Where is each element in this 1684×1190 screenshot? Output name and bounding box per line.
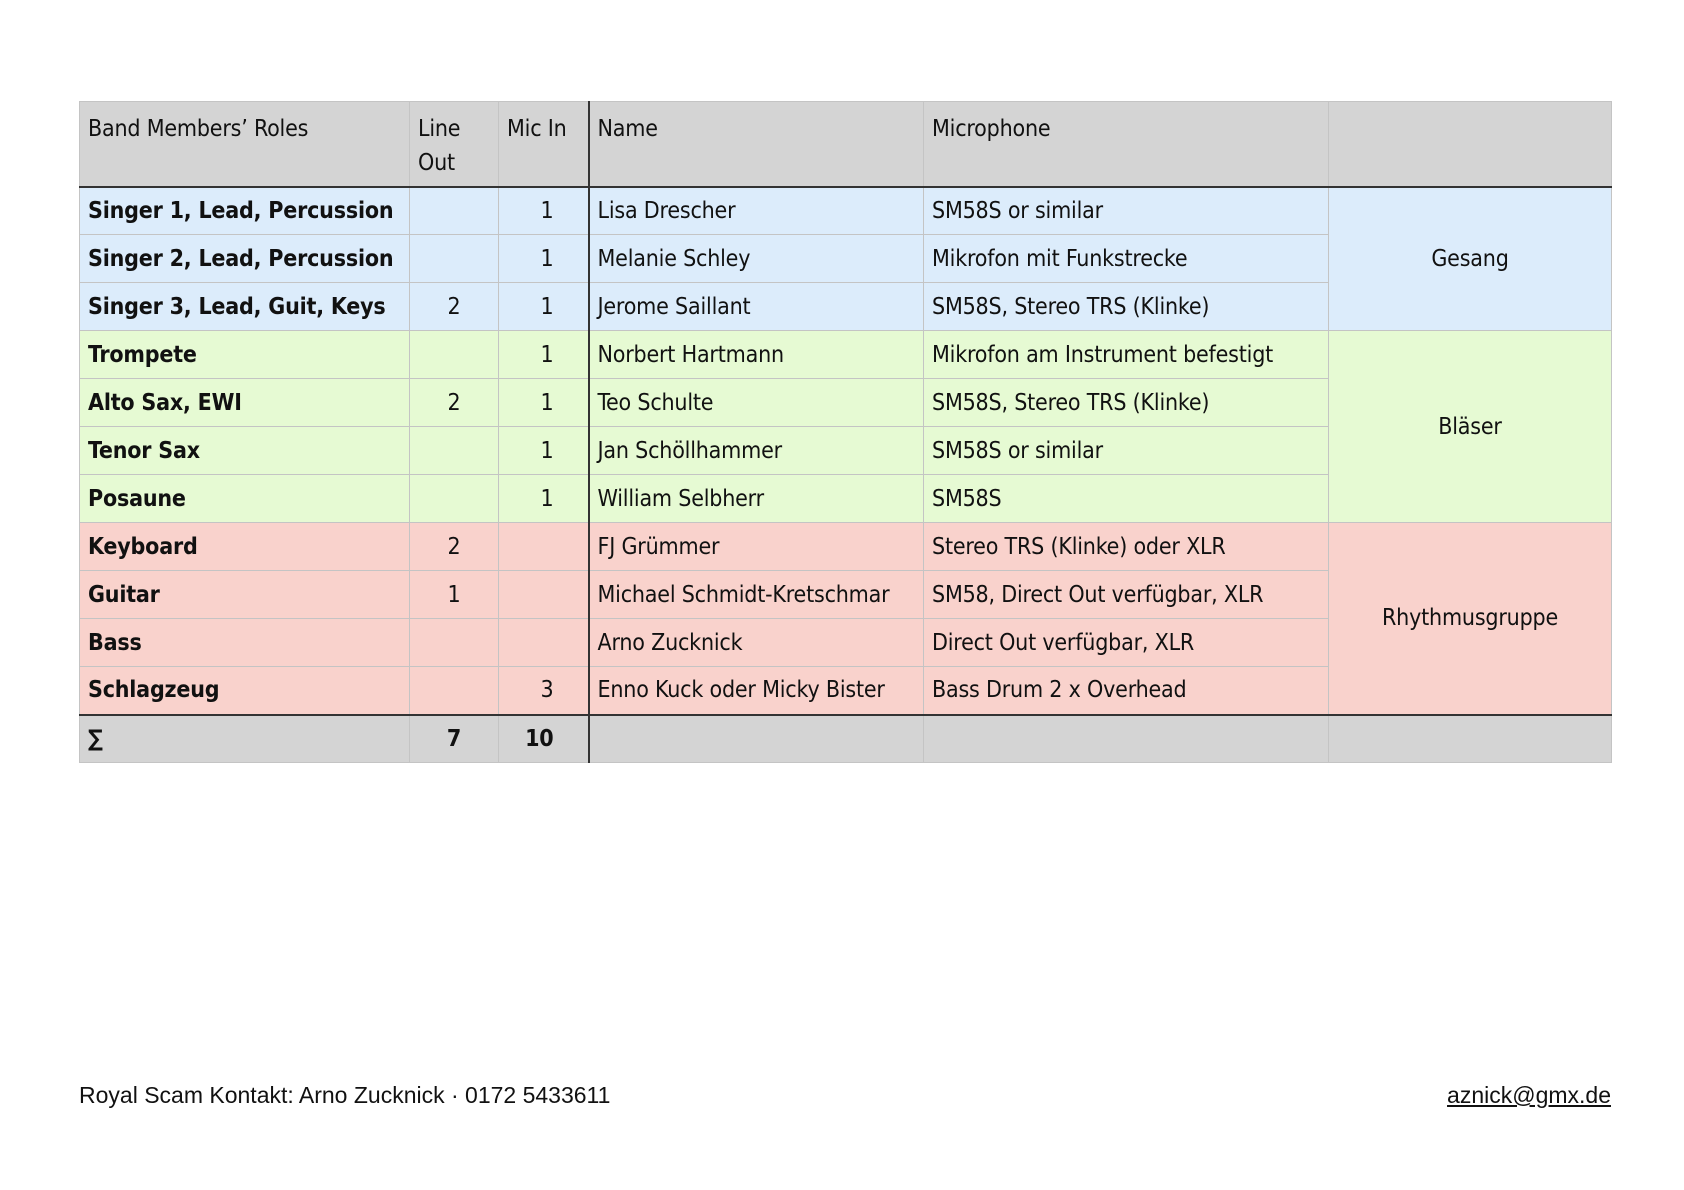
role-cell: Bass xyxy=(80,619,410,667)
role-cell: Singer 3, Lead, Guit, Keys xyxy=(80,283,410,331)
header-mic-in: Mic In xyxy=(499,102,589,187)
microphone-cell: SM58S xyxy=(924,475,1329,523)
total-empty-name xyxy=(589,715,924,763)
line-out-cell: 2 xyxy=(410,379,499,427)
line-out-cell xyxy=(410,235,499,283)
line-out-cell xyxy=(410,475,499,523)
name-cell: FJ Grümmer xyxy=(589,523,924,571)
role-cell: Guitar xyxy=(80,571,410,619)
line-out-cell: 2 xyxy=(410,283,499,331)
mic-in-cell: 1 xyxy=(499,187,589,235)
total-label: ∑ xyxy=(80,715,410,763)
header-roles: Band Members’ Roles xyxy=(80,102,410,187)
table-row xyxy=(80,187,1612,235)
mic-in-cell xyxy=(499,571,589,619)
line-out-cell xyxy=(410,187,499,235)
role-cell: Tenor Sax xyxy=(80,427,410,475)
role-cell: Posaune xyxy=(80,475,410,523)
total-empty-microphone xyxy=(924,715,1329,763)
total-line-out: 7 xyxy=(410,715,499,763)
microphone-cell: SM58S, Stereo TRS (Klinke) xyxy=(924,283,1329,331)
name-cell: Jan Schöllhammer xyxy=(589,427,924,475)
line-out-cell xyxy=(410,667,499,715)
name-cell: Michael Schmidt-Kretschmar xyxy=(589,571,924,619)
role-cell: Trompete xyxy=(80,331,410,379)
group-cell-blaeser: Bläser xyxy=(1329,331,1612,523)
total-empty-group xyxy=(1329,715,1612,763)
mic-in-cell xyxy=(499,523,589,571)
microphone-cell: Mikrofon mit Funkstrecke xyxy=(924,235,1329,283)
microphone-cell: Stereo TRS (Klinke) oder XLR xyxy=(924,523,1329,571)
mic-in-cell: 1 xyxy=(499,235,589,283)
name-cell: Enno Kuck oder Micky Bister xyxy=(589,667,924,715)
line-out-cell xyxy=(410,331,499,379)
header-row xyxy=(80,102,1612,187)
role-cell: Schlagzeug xyxy=(80,667,410,715)
mic-in-cell: 1 xyxy=(499,379,589,427)
group-cell-rhythm: Rhythmusgruppe xyxy=(1329,523,1612,715)
header-name: Name xyxy=(589,102,924,187)
mic-in-cell: 3 xyxy=(499,667,589,715)
name-cell: Lisa Drescher xyxy=(589,187,924,235)
total-mic-in: 10 xyxy=(499,715,589,763)
footer-contact: Royal Scam Kontakt: Arno Zucknick · 0172 5433611 xyxy=(79,1082,611,1108)
name-cell: Teo Schulte xyxy=(589,379,924,427)
group-cell-gesang: Gesang xyxy=(1329,187,1612,331)
microphone-cell: SM58S or similar xyxy=(924,427,1329,475)
table-row xyxy=(80,331,1612,379)
line-out-cell: 1 xyxy=(410,571,499,619)
line-out-cell xyxy=(410,619,499,667)
role-cell: Keyboard xyxy=(80,523,410,571)
name-cell: Jerome Saillant xyxy=(589,283,924,331)
footer-email-link[interactable]: aznick@gmx.de xyxy=(1447,1082,1611,1108)
mic-in-cell: 1 xyxy=(499,331,589,379)
line-out-cell xyxy=(410,427,499,475)
name-cell: Arno Zucknick xyxy=(589,619,924,667)
mic-in-cell: 1 xyxy=(499,475,589,523)
stage-plan-sheet xyxy=(79,101,1611,763)
name-cell: William Selbherr xyxy=(589,475,924,523)
microphone-cell: Direct Out verfügbar, XLR xyxy=(924,619,1329,667)
role-cell: Alto Sax, EWI xyxy=(80,379,410,427)
microphone-cell: SM58, Direct Out verfügbar, XLR xyxy=(924,571,1329,619)
mic-in-cell xyxy=(499,619,589,667)
total-row xyxy=(80,715,1612,763)
mic-in-cell: 1 xyxy=(499,427,589,475)
header-line-out: Line Out xyxy=(410,102,499,187)
microphone-cell: Mikrofon am Instrument befestigt xyxy=(924,331,1329,379)
role-cell: Singer 2, Lead, Percussion xyxy=(80,235,410,283)
microphone-cell: SM58S, Stereo TRS (Klinke) xyxy=(924,379,1329,427)
name-cell: Melanie Schley xyxy=(589,235,924,283)
header-group xyxy=(1329,102,1612,187)
role-cell: Singer 1, Lead, Percussion xyxy=(80,187,410,235)
name-cell: Norbert Hartmann xyxy=(589,331,924,379)
band-members-table xyxy=(79,101,1612,763)
mic-in-cell: 1 xyxy=(499,283,589,331)
microphone-cell: Bass Drum 2 x Overhead xyxy=(924,667,1329,715)
table-row xyxy=(80,523,1612,571)
microphone-cell: SM58S or similar xyxy=(924,187,1329,235)
header-microphone: Microphone xyxy=(924,102,1329,187)
line-out-cell: 2 xyxy=(410,523,499,571)
